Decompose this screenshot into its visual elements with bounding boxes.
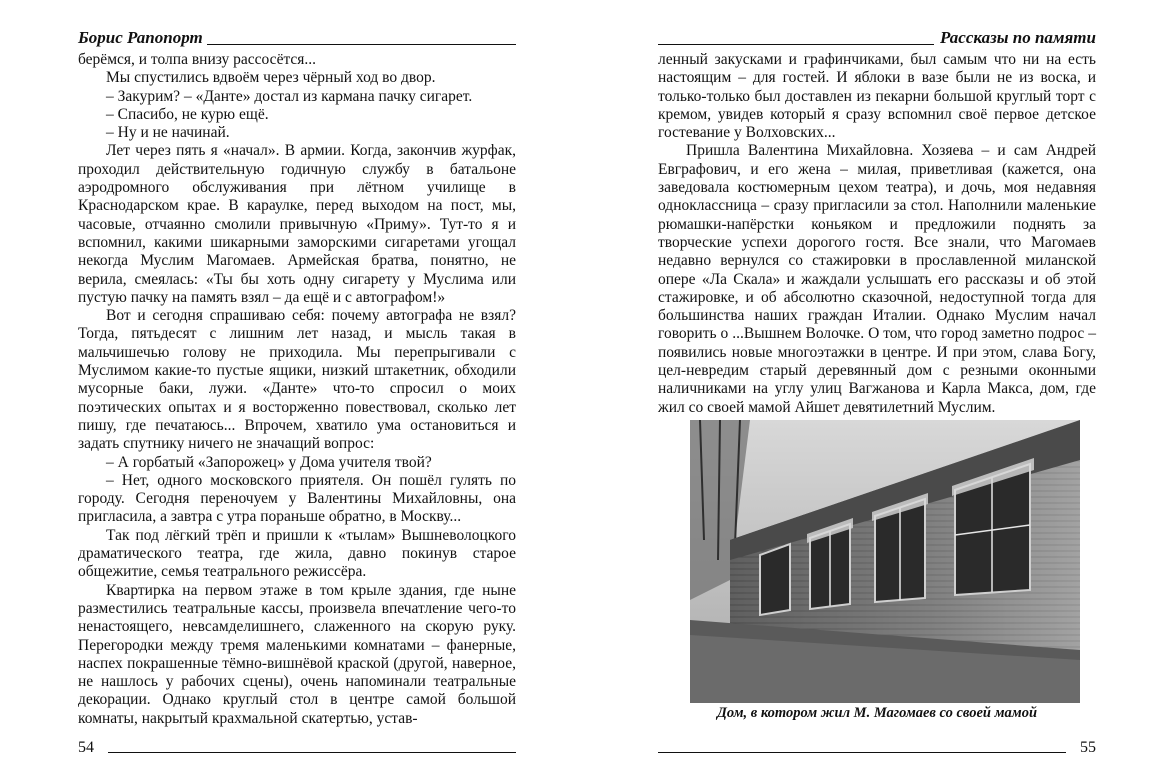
dialogue-line: – Спасибо, не курю ещё. xyxy=(106,105,269,123)
header-rule xyxy=(207,44,516,45)
page-footer xyxy=(658,737,1096,757)
paragraph: Так под лёгкий трёп и пришли к «тылам» Вышневолоцкого драматического театра, где жила, давно покинув старое общежитие, семья театрального режиссёра. xyxy=(78,526,516,581)
page-number: 54 xyxy=(78,739,94,756)
paragraph: Квартирка на первом этаже в том крыле здания, где ныне разместились театральные кассы, произвела впечатление чего-то ненастоящего, невсамделишнего, слаженного на скорую руку. Перегородки между тремя маленькими комнатами – фанерные, наспех покрашенные тёмно-вишнёвой краской (другой, наверное, не нашлось у рабочих сцены), очень напоминали театральные декорации. Однако круглый стол в центре самой большой комнаты, накрытый крахмальной скатертью, устав- xyxy=(78,581,516,727)
paragraph: Мы спустились вдвоём через чёрный ход во двор. xyxy=(106,69,436,87)
dialogue-line: – Ну и не начинай. xyxy=(106,124,230,142)
dialogue-line: – А горбатый «Запорожец» у Дома учителя твой? xyxy=(106,453,432,471)
page-footer xyxy=(78,737,516,757)
dialogue-line: – Нет, одного московского приятеля. Он пошёл гулять по городу. Сегодня переночуем у Валентины Михайловны, она пригласила, а завтра с утра пораньше обратно, в Москву... xyxy=(78,471,516,526)
running-head-title xyxy=(658,28,1096,48)
footer-rule xyxy=(658,752,1066,753)
book-title: Рассказы по памяти xyxy=(940,28,1096,47)
author-name: Борис Рапопорт xyxy=(78,28,203,47)
paragraph: Лет через пять я «начал». В армии. Когда, закончив журфак, проходил действительную годичную службу в батальоне аэродромного обслуживания при лётном училище в Краснодарском крае. В караулке, перед выходом на пост, мы, часовые, отчаянно смолили привычную «Приму». Тут-то я и вспомнил, какими шикарными заморскими сигаретами угощал некогда Муслим Магомаев. Армейская братва, понятно, не верила, смеялась: «Ты бы хоть одну сигарету у Муслима или пустую пачку на память взял – да ещё и с автографом!» xyxy=(78,142,516,306)
header-rule xyxy=(658,44,934,45)
paragraph: Вот и сегодня спрашиваю себя: почему автографа не взял? Тогда, пятьдесят с лишним лет назад, и мысль такая в мальчишечью голову не приходила. Мы перепрыгивали с Муслимом какие-то пустые ящики, низкий штакетник, обходили мусорные баки, лужи. «Данте» что-то спросил о моих поэтических опытах и я восторженно повествовал, сколько лет пишу, где печатаюсь... Впрочем, хватило ума остановиться и задать спутнику ничего не значащий вопрос: xyxy=(78,307,516,453)
right-page-text xyxy=(658,51,1096,417)
footer-rule xyxy=(108,752,516,753)
paragraph: Пришла Валентина Михайловна. Хозяева – и сам Андрей Евграфович, и его жена – милая, приветливая (кажется, она заведовала костюмерным цехом театра), и дочь, моя недавняя одноклассница – сразу пригласили за стол. Наполнили маленькие рюмашки-напёрстки коньяком и предложили поднять за творческие успехи дорогого гостя. Все знали, что Магомаев недавно вернулся со стажировки в прославленной миланской опере «Ла Скала» и жаждали услышать его рассказы и об этой стажировке, и об абсолютно сказочной, недоступной тогда для большинства наших граждан Италии. Однако Муслим начал говорить о ...Вышнем Волочке. О том, что город заметно подрос – появились новые многоэтажки в центре. И при этом, слава Богу, цел-невредим старый деревянный дом с резными оконными наличниками на углу улиц Вагжанова и Карла Макса, дом, где жил со своей мамой Айшет девятилетний Муслим. xyxy=(658,142,1096,416)
paragraph: берёмся, и толпа внизу рассосётся... xyxy=(78,51,317,68)
page-number: 55 xyxy=(1080,739,1096,756)
dialogue-line: – Закурим? – «Данте» достал из кармана пачку сигарет. xyxy=(106,87,473,105)
running-head-author xyxy=(78,28,516,48)
paragraph: ленный закусками и графинчиками, был самым что ни на есть настоящим – для гостей. И яблоки в вазе были не из воска, и только-только был доставлен из пекарни большой круглый торт с кремом, увидев который я сразу вспомнил своё первое детское гостевание у Волховских... xyxy=(658,51,1096,142)
photo-caption: Дом, в котором жил М. Магомаев со своей мамой xyxy=(716,705,1038,721)
right-page xyxy=(580,0,1160,766)
left-page-text xyxy=(78,51,516,728)
house-photo xyxy=(690,420,1080,703)
